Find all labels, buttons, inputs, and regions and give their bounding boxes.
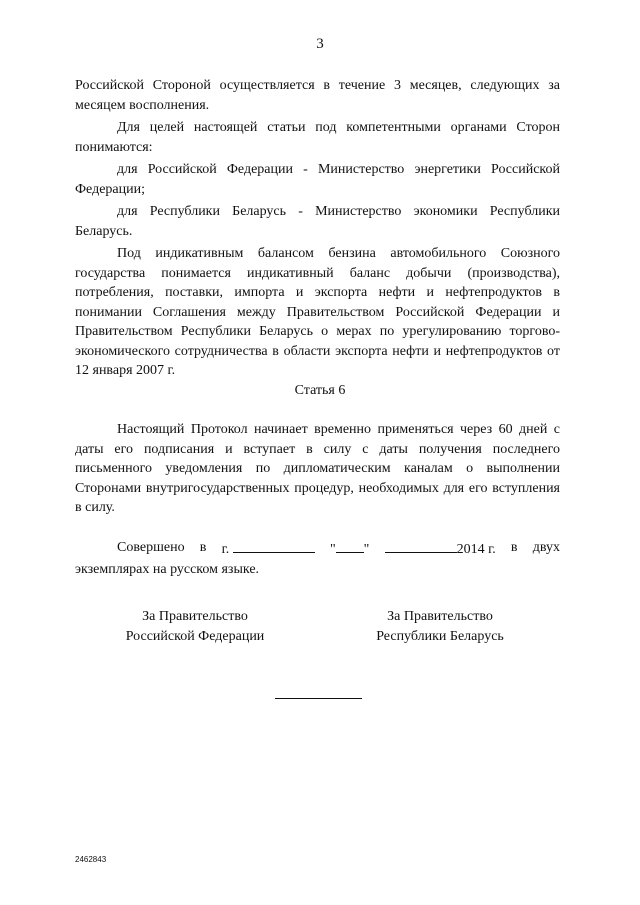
article-6-heading: Статья 6: [294, 383, 346, 398]
day-field: " ": [330, 538, 369, 560]
execution-line-2: экземплярах на русском языке.: [75, 561, 260, 577]
page-number: 3: [316, 36, 324, 52]
paragraph: Под индикативным балансом бензина автомобильного Союзного государства понимается индикативный баланс добычи (производства), потребления, поставки, импорта и экспорта нефти и нефтепродуктов в понимании Соглашения между Правительством Российской Федерации и Правительством Республики Беларусь о мерах по урегулированию торгово-экономического сотрудничества в области экспорта нефти и нефтепродуктов от 12 января 2007 г.: [75, 246, 560, 378]
month-blank: [385, 538, 457, 553]
day-blank: [336, 538, 364, 553]
paragraph: Настоящий Протокол начинает временно применяться через 60 дней с даты его подписания и вступает в силу с даты получения последнего письменного уведомления по дипломатическим каналам о выполнении Сторонами внутригосударственных процедур, необходимых для его вступления в силу.: [75, 422, 560, 515]
signature-block-belarus: [360, 607, 520, 647]
word: двух: [532, 540, 560, 555]
signature-label: За Правительство: [142, 609, 248, 624]
paragraph: Для целей настоящей статьи под компетентными органами Сторон понимаются:: [75, 120, 560, 155]
execution-line: [117, 538, 560, 560]
signature-block-russia: [110, 607, 280, 647]
paragraph: для Российской Федерации - Министерство энергетики Российской Федерации;: [75, 162, 560, 197]
paragraph: Российской Стороной осуществляется в течение 3 месяцев, следующих за месяцем восполнения.: [75, 78, 560, 113]
article-6-body: [75, 420, 560, 521]
signature-party: Российской Федерации: [125, 629, 265, 644]
end-divider: [275, 698, 362, 699]
signature-label: За Правительство: [387, 609, 493, 624]
execution-clause: [75, 538, 560, 579]
month-year-field: 2014 г.: [385, 538, 496, 560]
paragraph: для Республики Беларусь - Министерство экономики Республики Беларусь.: [75, 204, 560, 239]
place-field: г.: [222, 538, 315, 560]
signature-party: Республики Беларусь: [376, 629, 504, 644]
word: в: [199, 540, 207, 555]
word: Совершено: [117, 540, 185, 555]
place-blank: [233, 538, 315, 553]
article-5-continuation: [75, 76, 560, 384]
word: в: [510, 540, 518, 555]
document-code: 2462843: [75, 855, 107, 864]
